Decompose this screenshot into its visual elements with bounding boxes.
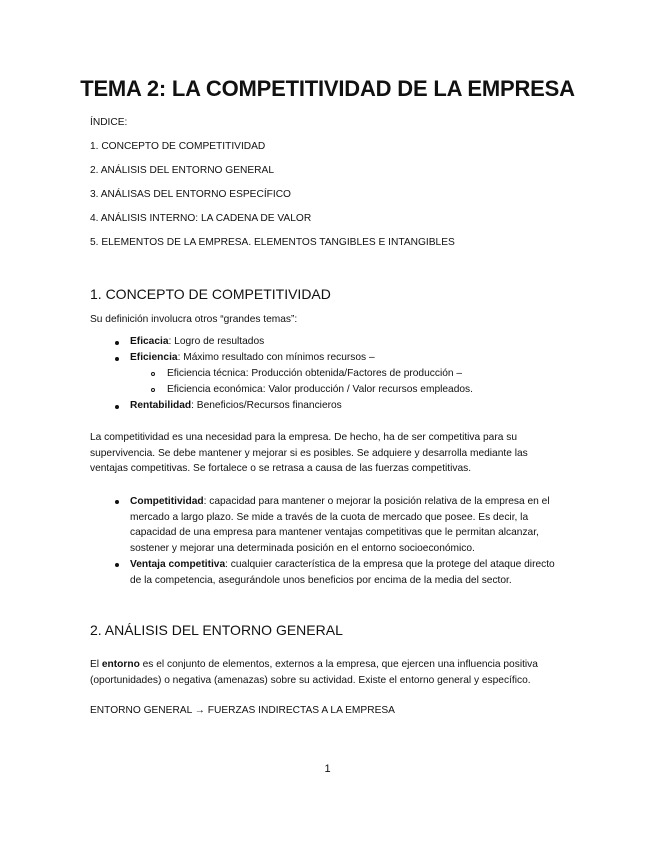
bullet-eficiencia (130, 352, 375, 363)
sub-bullet-circle (151, 372, 155, 376)
index-label: ÍNDICE: (90, 117, 128, 128)
index-item-1: 1. CONCEPTO DE COMPETITIVIDAD (90, 141, 266, 152)
competitividad-text: : capacidad para mantener o mejorar la posición relativa de la empresa en el mercado a largo plazo. Se mide a través de la cuota de mercado que posee. Es decir, la capacidad de una empresa para mantener ventajas competitivas que le permitan alcanzar, sostener y mejorar una determinada posición en el entorno socioeconómico. (130, 496, 550, 554)
index-item-5: 5. ELEMENTOS DE LA EMPRESA. ELEMENTOS TANGIBLES E INTANGIBLES (90, 237, 455, 248)
ventaja-text: : cualquier característica de la empresa que la protege del ataque directo de la competencia, asegurándole unos beneficios por encima de la media del sector. (130, 559, 555, 586)
page-number: 1 (324, 763, 331, 775)
section2-heading: 2. ANÁLISIS DEL ENTORNO GENERAL (90, 622, 343, 638)
eficacia-text: : Logro de resultados (168, 336, 265, 347)
bullet-rentabilidad (130, 400, 342, 411)
bullet-competitividad (130, 494, 562, 556)
arrow-icon: → (194, 705, 205, 716)
term-competitividad: Competitividad (130, 496, 204, 507)
section1-paragraph: La competitividad es una necesidad para la empresa. De hecho, ha de ser competitiva para su supervivencia. Se debe mantener y mejorar si es posibles. Se adquiere y desarrolla mediante las ventajas competitivas. Se fortalece o se retrasa a causa de las fuerzas competitivas. (90, 432, 528, 474)
term-ventaja: Ventaja competitiva (130, 559, 226, 570)
term-eficacia: Eficacia (130, 336, 169, 347)
eficiencia-text: : Máximo resultado con mínimos recursos – (177, 352, 375, 363)
index-item-4: 4. ANÁLISIS INTERNO: LA CADENA DE VALOR (90, 213, 312, 224)
term-rentabilidad: Rentabilidad (130, 400, 192, 411)
section2-paragraph (90, 657, 560, 688)
fuerzas-label: FUERZAS INDIRECTAS A LA EMPRESA (204, 705, 395, 716)
section1-intro: Su definición involucra otros “grandes temas”: (90, 314, 298, 325)
bullet-dot (115, 357, 119, 361)
section1-heading: 1. CONCEPTO DE COMPETITIVIDAD (90, 286, 331, 302)
bullet-dot (115, 405, 119, 409)
term-entorno: entorno (101, 659, 140, 670)
sub-bullet-economica: Eficiencia económica: Valor producción / Valor recursos empleados. (167, 384, 473, 395)
entorno-general-label: ENTORNO GENERAL (90, 705, 192, 716)
bullet-dot (115, 563, 119, 567)
term-eficiencia: Eficiencia (130, 352, 178, 363)
index-item-2: 2. ANÁLISIS DEL ENTORNO GENERAL (90, 165, 275, 176)
bullet-dot (115, 500, 119, 504)
bullet-dot (115, 341, 119, 345)
rentabilidad-text: : Beneficios/Recursos financieros (191, 400, 342, 411)
sub-bullet-tecnica: Eficiencia técnica: Producción obtenida/Factores de producción – (167, 368, 463, 379)
para-rest: es el conjunto de elementos, externos a la empresa, que ejercen una influencia positiva (oportunidades) o negativa (amenazas) sobre su actividad. Existe el entorno general y específico. (90, 659, 538, 686)
sub-bullet-circle (151, 388, 155, 392)
entorno-line (90, 705, 395, 716)
bullet-eficacia (130, 336, 264, 347)
bullet-ventaja (130, 557, 562, 588)
para-start: El (90, 659, 102, 670)
index-item-3: 3. ANÁLISAS DEL ENTORNO ESPECÍFICO (90, 189, 291, 200)
document-title: TEMA 2: LA COMPETITIVIDAD DE LA EMPRESA (80, 76, 575, 101)
